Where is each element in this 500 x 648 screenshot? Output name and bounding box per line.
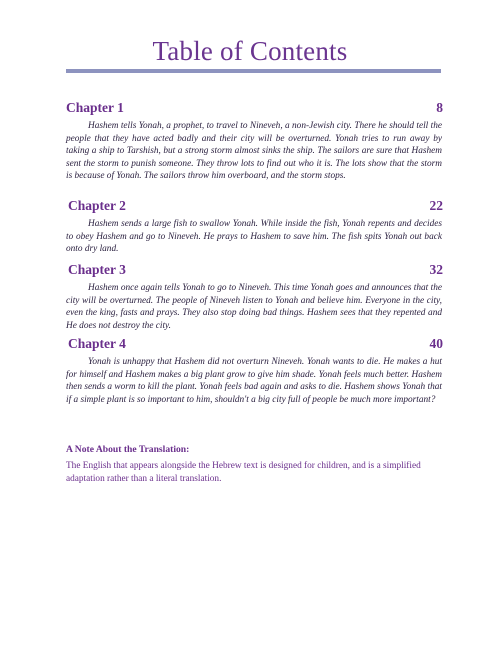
chapter-summary: Hashem sends a large fish to swallow Yonah. While inside the fish, Yonah repents and decides to obey Hashem and go to Nineveh. He prays to Hashem to save him. The fish spits Yonah out back onto dry land.: [66, 219, 442, 255]
chapter-entry-2[interactable]: [66, 198, 442, 256]
chapter-title[interactable]: Chapter 3: [68, 262, 126, 277]
chapter-summary: Hashem tells Yonah, a prophet, to travel to Nineveh, a non-Jewish city. There he should tell the people that they have acted badly and their city will be overturned. Yonah tries to run away by taking a ship to Tarshish, but a strong storm almost sinks the ship. The sailors are sure that Hashem sent the storm to punish someone. They throw lots to find out who it is. The lots show that the storm is because of Yonah. The sailors throw him overboard, and the storm stops.: [66, 121, 442, 182]
chapter-title[interactable]: Chapter 2: [68, 198, 126, 213]
chapter-title[interactable]: Chapter 4: [68, 336, 126, 351]
chapter-heading-row: [66, 262, 442, 280]
chapter-page-number[interactable]: 22: [429, 198, 443, 213]
chapter-page-number[interactable]: 40: [429, 336, 443, 351]
chapter-page-number[interactable]: 8: [436, 100, 443, 115]
chapter-page-number[interactable]: 32: [429, 262, 443, 277]
chapter-entry-3[interactable]: [66, 262, 442, 332]
note-text: The English that appears alongside the Hebrew text is designed for children, and is a simplified adaptation rather than a literal translation.: [66, 461, 421, 484]
title-divider: [66, 69, 441, 73]
page-title: Table of Contents: [152, 36, 348, 66]
chapter-heading-row: [66, 100, 442, 118]
chapter-entry-1[interactable]: [66, 100, 442, 183]
translation-note: [66, 444, 442, 485]
chapter-heading-row: [66, 198, 442, 216]
chapter-summary: Yonah is unhappy that Hashem did not overturn Nineveh. Yonah wants to die. He makes a hut for himself and Hashem makes a big plant grow to give him shade. Yonah feels much better. Hashem then sends a worm to kill the plant. Yonah feels bad again and asks to die. Hashem shows Yonah that if a simple plant is so important to him, shouldn't a big city full of people be much more important?: [66, 357, 442, 405]
chapter-heading-row: [66, 336, 442, 354]
chapter-title[interactable]: Chapter 1: [66, 100, 124, 115]
chapter-entry-4[interactable]: [66, 336, 442, 406]
chapter-summary: Hashem once again tells Yonah to go to Nineveh. This time Yonah goes and announces that the city will be overturned. The people of Nineveh listen to Yonah and believe him. Everyone in the city, even the king, fasts and prays. They also stop doing bad things. Hashem sees that they repented and He does not destroy the city.: [66, 283, 442, 331]
note-title: A Note About the Translation:: [66, 444, 190, 455]
